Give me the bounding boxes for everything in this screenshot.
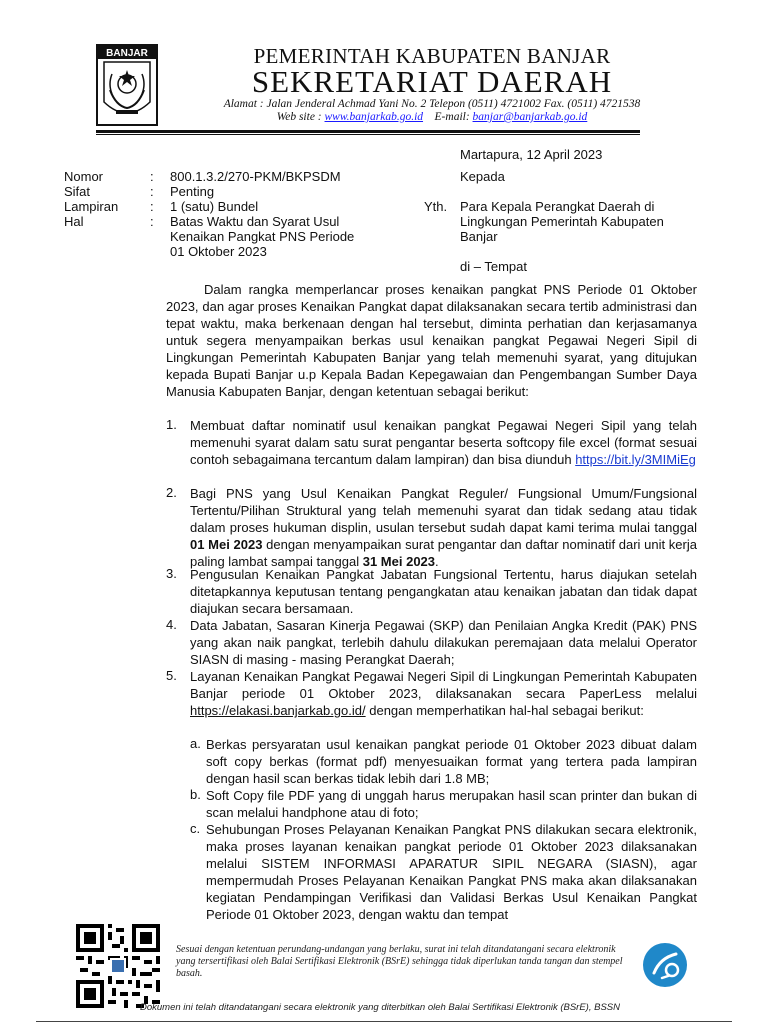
item-5-text-a: Layanan Kenaikan Pangkat Pegawai Negeri Sipil di Lingkungan Pemerintah Kabupaten Banjar periode 01 Oktober 2023, dilaksanakan secara PaperLess melalui <box>190 669 697 701</box>
item-1-text: Membuat daftar nominatif usul kenaikan pangkat Pegawai Negeri Sipil yang telah memenuhi syarat dalam satu surat pengantar beserta softcopy file excel (format sesuai contoh sebagaimana tercantum dalam lampiran) dan bisa diunduh <box>190 418 697 467</box>
start-date: 01 Mei 2023 <box>190 537 263 552</box>
item-1 <box>190 417 697 468</box>
yth-label: Yth. <box>424 199 448 214</box>
nomor-value: 800.1.3.2/270-PKM/BKPSDM <box>170 169 341 184</box>
bsre-footer-line: Dokumen ini telah ditandatangani secara elektronik yang diterbitkan oleh Balai Sertifikasi Elektronik (BSrE), BSSN <box>140 1002 620 1013</box>
government-name: PEMERINTAH KABUPATEN BANJAR <box>253 44 611 68</box>
item-number: 5. <box>166 668 177 683</box>
web-label: Web site : <box>276 111 322 123</box>
header-rule-thick <box>96 130 640 133</box>
email-label: E-mail: <box>434 111 470 123</box>
item-number: 4. <box>166 617 177 632</box>
item-3: Pengusulan Kenaikan Pangkat Jabatan Fungsional Tertentu, harus diajukan setelah ditetapkannya keputusan tentang pengangkatan atau kenaikan jabatan dan tidak dapat diajukan secara bersamaan. <box>190 567 697 616</box>
deadline-date: 31 Mei 2023 <box>362 554 436 569</box>
item-number: 3. <box>166 566 177 581</box>
hal-line-2: Kenaikan Pangkat PNS Periode <box>170 229 355 244</box>
lampiran-label: Lampiran <box>64 199 119 214</box>
qr-code-icon <box>76 924 160 1008</box>
subitem-b: Soft Copy file PDF yang di unggah harus merupakan hasil scan printer dan bukan di scan melalui handphone atau di foto; <box>206 788 697 820</box>
e-signature-note: Sesuai dengan ketentuan perundang-undangan yang berlaku, surat ini telah ditandatangani secara elektronik yang tersertifikasi oleh Balai Sertifikasi Elektronik (BSrE) sehingga tidak diperlukan tanda tangan dan stempel basah. <box>176 944 623 979</box>
letter-date: Martapura, 12 April 2023 <box>460 147 603 162</box>
lampiran-value: 1 (satu) Bundel <box>170 199 259 214</box>
subitem-a: Berkas persyaratan usul kenaikan pangkat periode 01 Oktober 2023 dibuat dalam soft copy berkas (format pdf) menyesuaikan format yang tertera pada lampiran dengan hasil scan berkas tidak lebih dari 1.8 MB; <box>206 737 697 786</box>
subitem-c: Sehubungan Proses Pelayanan Kenaikan Pangkat PNS dilakukan secara elektronik, maka proses layanan kenaikan pangkat periode 01 Oktober 2023 dilaksanakan melalui SISTEM INFORMASI APARATUR SIPIL NEGARA (SIASN), agar mempermudah Proses Pelayanan Kenaikan Pangkat PNS maka akan dilaksanakan kegiatan Pendampingan Verifikasi dan Validasi Berkas Usul Kenaikan Pangkat Periode 01 Oktober 2023, dengan waktu dan tempat <box>206 822 697 921</box>
footer-rule <box>36 1021 732 1022</box>
hal-label: Hal <box>64 214 84 229</box>
hal-line-3: 01 Oktober 2023 <box>170 244 267 259</box>
colon: : <box>150 184 154 199</box>
contact-line <box>160 111 704 123</box>
address-line: Alamat : Jalan Jenderal Achmad Yani No. 2 Telepon (0511) 4721002 Fax. (0511) 4721538 <box>223 98 641 110</box>
colon: : <box>150 169 154 184</box>
item-number: 1. <box>166 417 177 432</box>
website-link[interactable]: www.banjarkab.go.id <box>324 111 424 123</box>
logo-text: BANJAR <box>106 48 148 59</box>
recipient-line-2: Lingkungan Pemerintah Kabupaten <box>460 214 664 229</box>
intro-paragraph: Dalam rangka memperlancar proses kenaikan pangkat PNS Periode 01 Oktober 2023, dan agar proses Kenaikan Pangkat dapat dilaksanakan secara tertib administrasi dan tepat waktu, maka berkenaan dengan hal tersebut, diminta perhatian dan kerjasamanya untuk segera menyampaikan berkas usul kenaikan pangkat Pegawai Negeri Sipil di Lingkungan Pemerintah Kabupaten Banjar yang telah memenuhi syarat, yang ditujukan kepada Bupati Banjar u.p Kepala Badan Kepegawaian dan Pengembangan Sumber Daya Manusia Kabupaten Banjar, dengan ketentuan sebagai berikut: <box>166 282 697 399</box>
email-link[interactable]: banjar@banjarkab.go.id <box>472 111 588 123</box>
item-5 <box>190 668 697 719</box>
item-2-text-a: Bagi PNS yang Usul Kenaikan Pangkat Reguler/ Fungsional Umum/Fungsional Tertentu/Pilihan Struktural yang telah memenuhi syarat dan tidak sedang atau tidak dalam proses hukuman displin, usulan tersebut sudah dapat kami terima mulai tanggal <box>190 486 697 535</box>
item-5-text-b: dengan memperhatikan hal-hal sebagai berikut: <box>369 703 644 718</box>
recipient-line-1: Para Kepala Perangkat Daerah di <box>460 199 655 214</box>
item-2-text-c: dengan menyampaikan surat pengantar dan daftar nominatif dari unit kerja paling lambat sampai tanggal <box>190 537 697 569</box>
nomor-label: Nomor <box>64 169 104 184</box>
recipient-place: di – Tempat <box>460 259 527 274</box>
subitem-letter: a. <box>190 736 201 751</box>
item-2 <box>190 485 697 570</box>
office-name: SEKRETARIAT DAERAH <box>251 64 613 99</box>
sifat-value: Penting <box>170 184 215 199</box>
bsre-logo-icon <box>642 942 688 988</box>
item-2-period: . <box>435 554 439 569</box>
hal-line-1: Batas Waktu dan Syarat Usul <box>170 214 340 229</box>
header-rule-thin <box>96 134 640 135</box>
elakasi-link[interactable]: https://elakasi.banjarkab.go.id/ <box>190 703 366 718</box>
colon: : <box>150 199 154 214</box>
banjar-regency-logo <box>96 44 158 126</box>
recipient-line-3: Banjar <box>460 229 498 244</box>
sifat-label: Sifat <box>64 184 91 199</box>
subitem-letter: c. <box>190 821 201 836</box>
kepada-label: Kepada <box>460 169 505 184</box>
colon: : <box>150 214 154 229</box>
item-4: Data Jabatan, Sasaran Kinerja Pegawai (SKP) dan Penilaian Angka Kredit (PAK) PNS yang akan naik pangkat, terlebih dahulu dilakukan peremajaan data melalui Operator SIASN di masing - masing Perangkat Daerah; <box>190 618 697 667</box>
template-download-link[interactable]: https://bit.ly/3MIMiEg <box>575 452 696 467</box>
item-number: 2. <box>166 485 177 500</box>
subitem-letter: b. <box>190 787 201 802</box>
